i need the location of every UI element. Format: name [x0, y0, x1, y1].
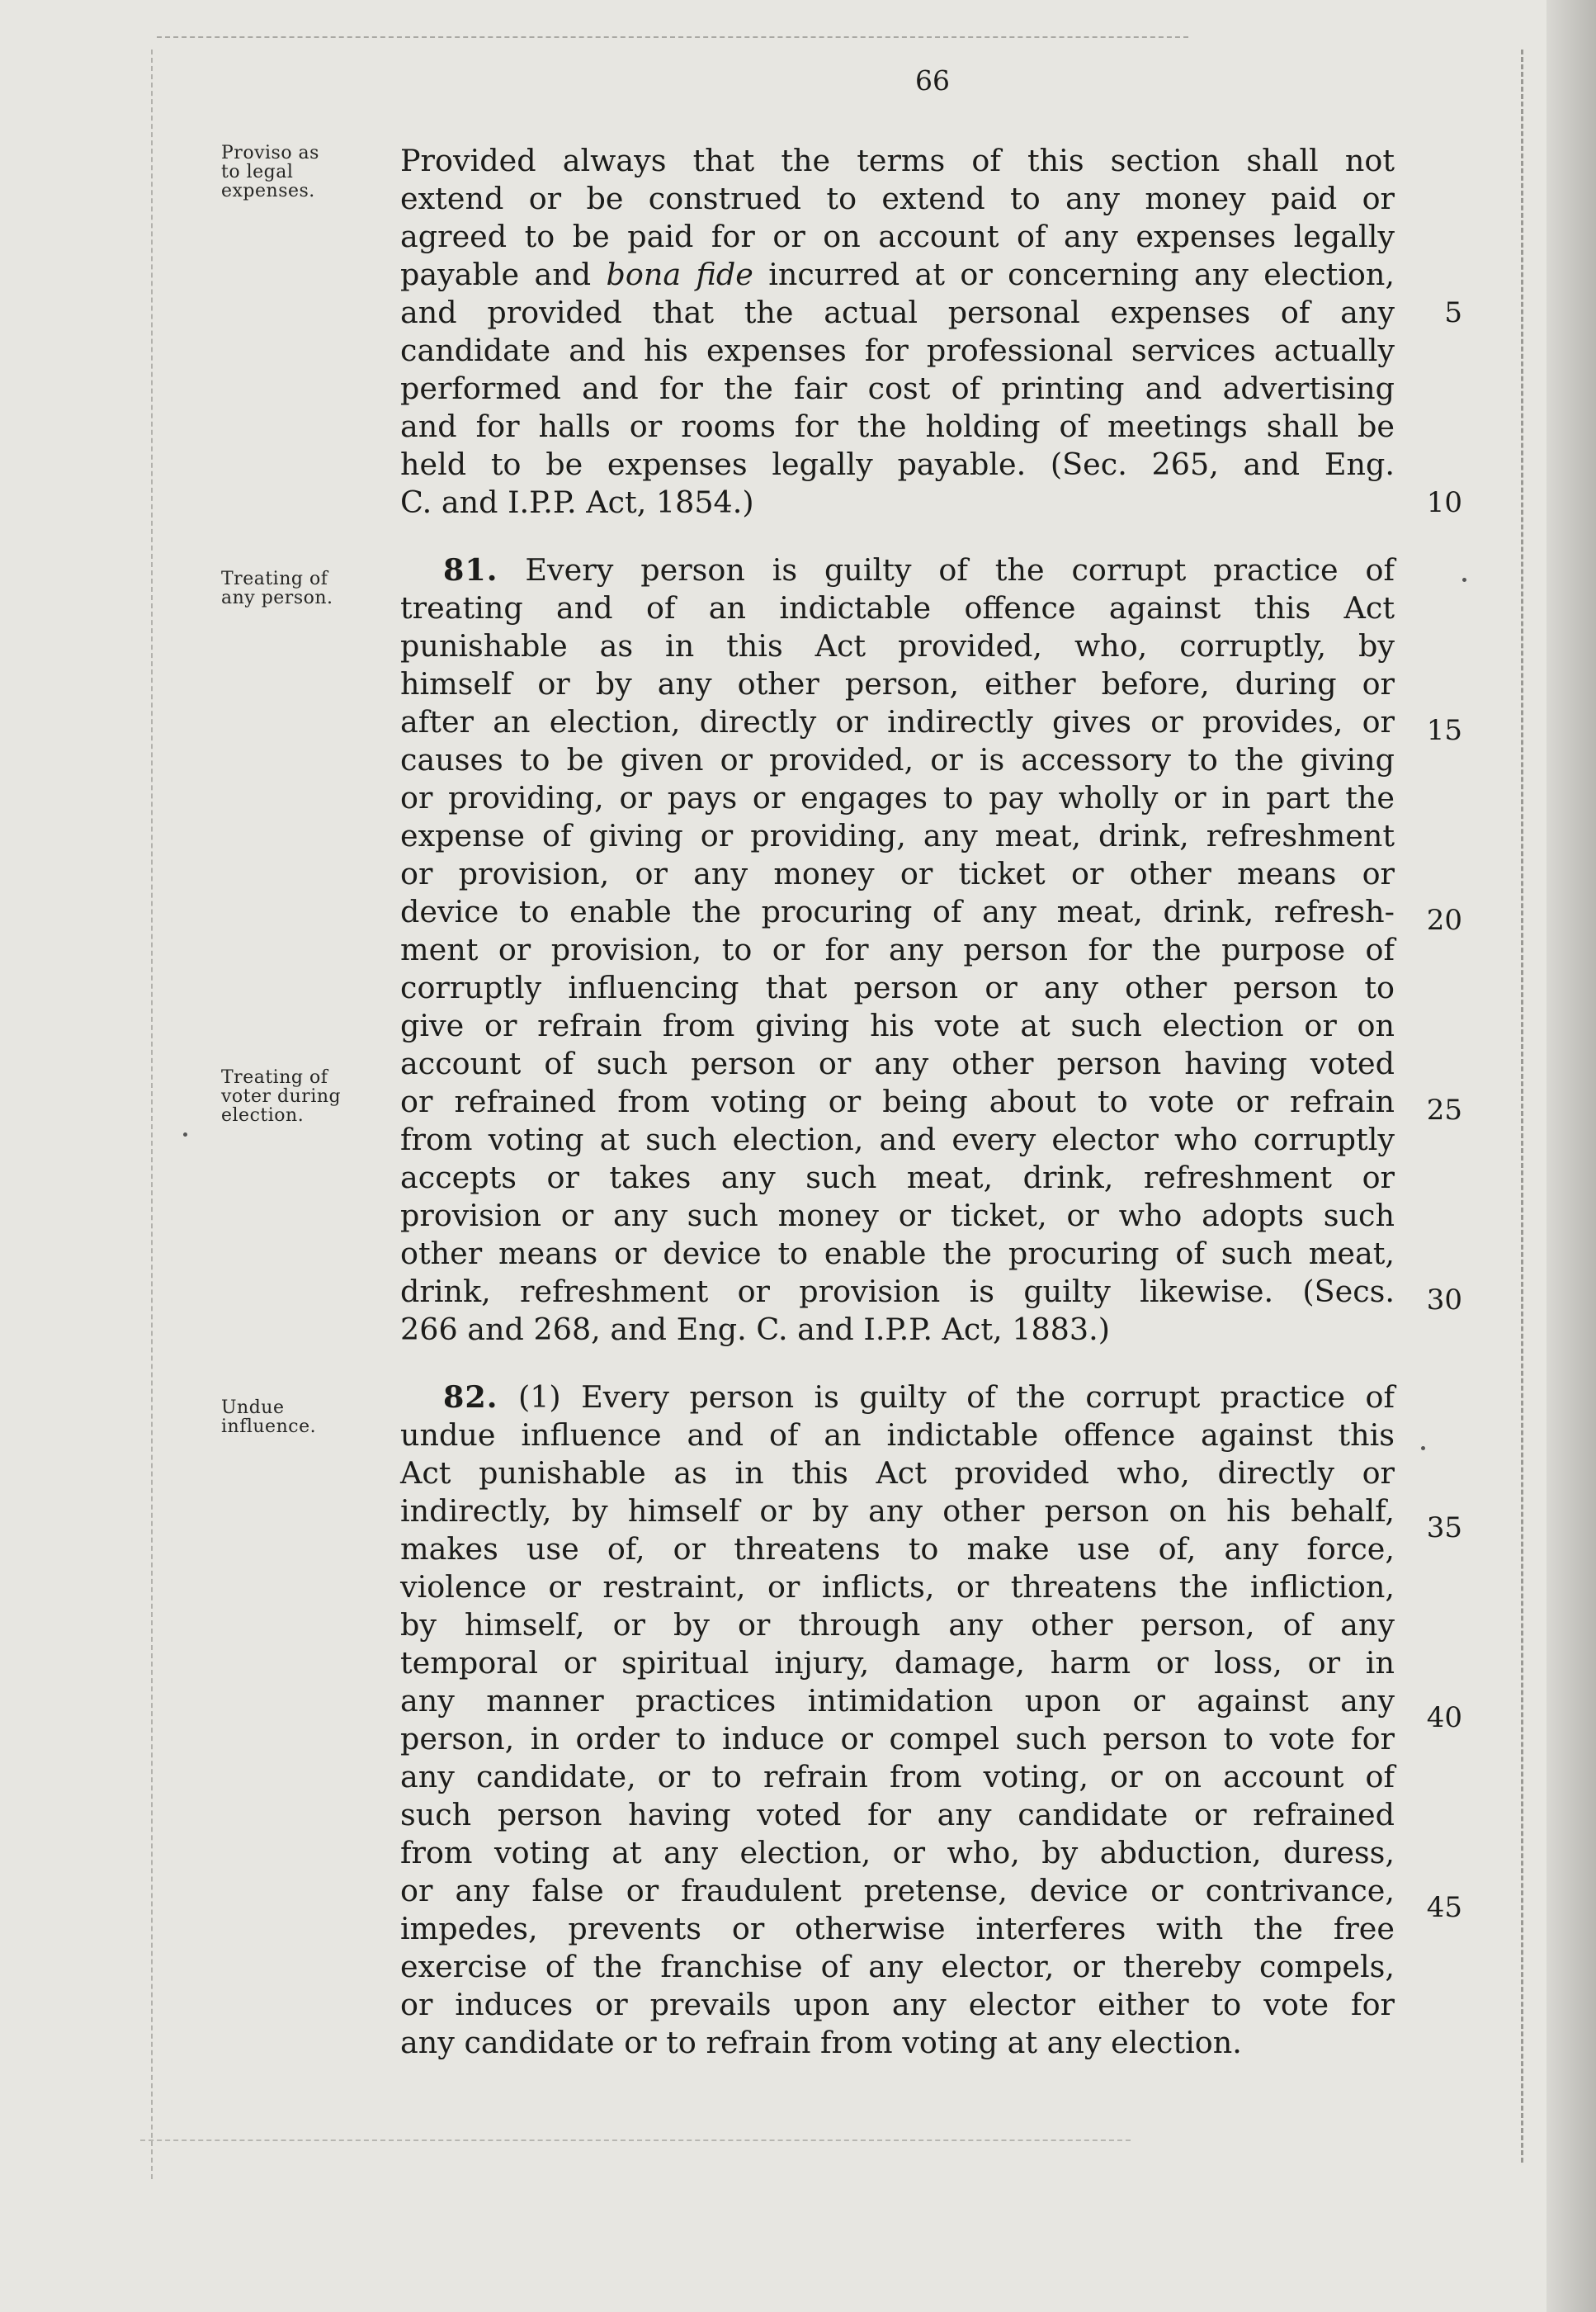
- line-number: 20: [1426, 904, 1462, 937]
- text-line: himself or by any other person, either before, during or: [400, 666, 1395, 702]
- text-line: expense of giving or providing, any meat, drink, refreshment: [400, 818, 1395, 853]
- text-line: drink, refreshment or provision is guilty likewise. (Secs.: [400, 1274, 1395, 1309]
- margin-note-line: to legal: [221, 162, 294, 182]
- text-line: corruptly influencing that person or any other person to: [400, 970, 1395, 1005]
- text-line: makes use of, or threatens to make use of, any force,: [400, 1531, 1395, 1567]
- text-line: causes to be given or provided, or is accessory to the giving: [400, 742, 1395, 778]
- text-line: provision or any such money or ticket, or who adopts such: [400, 1198, 1395, 1233]
- text-line: agreed to be paid for or on account of any expenses legally: [400, 219, 1395, 254]
- page-edge-top: [157, 36, 1188, 38]
- text-line: or provision, or any money or ticket or other means or: [400, 856, 1395, 891]
- text-line: [400, 551, 1395, 589]
- text-line: 266 and 268, and Eng. C. and I.P.P. Act, 1883.): [400, 1312, 1110, 1347]
- text-line: performed and for the fair cost of printing and advertising: [400, 371, 1395, 406]
- margin-note-line: Treating of: [221, 1067, 328, 1088]
- text-line: or any false or fraudulent pretense, device or contrivance,: [400, 1873, 1395, 1908]
- text-line: person, in order to induce or compel such person to vote for: [400, 1721, 1395, 1756]
- margin-note-treating-any-person: [221, 570, 386, 608]
- text-line: any candidate, or to refrain from voting, or on account of: [400, 1759, 1395, 1794]
- text-line: or providing, or pays or engages to pay wholly or in part the: [400, 780, 1395, 816]
- text-line: undue influence and of an indictable offence against this: [400, 1417, 1395, 1453]
- text-line: held to be expenses legally payable. (Sec. 265, and Eng.: [400, 447, 1395, 482]
- print-speck: [1421, 1446, 1425, 1450]
- text-line: punishable as in this Act provided, who, corruptly, by: [400, 628, 1395, 664]
- italic-term: bona fide: [606, 257, 753, 292]
- margin-note-line: election.: [221, 1105, 305, 1126]
- margin-note-line: any person.: [221, 588, 333, 608]
- margin-note-line: expenses.: [221, 181, 315, 201]
- margin-note-proviso: [221, 144, 386, 201]
- section-number: 81.: [443, 552, 498, 588]
- text-line: and provided that the actual personal expenses of any: [400, 295, 1395, 330]
- text-line: C. and I.P.P. Act, 1854.): [400, 485, 754, 520]
- text-line: extend or be construed to extend to any money paid or: [400, 181, 1395, 216]
- margin-note-line: voter during: [221, 1086, 342, 1107]
- line-number: 25: [1426, 1094, 1462, 1127]
- page-edge-right: [1521, 50, 1523, 2163]
- text-line: give or refrain from giving his vote at such election or on: [400, 1008, 1395, 1043]
- text-run: incurred at or concerning any election,: [753, 257, 1395, 292]
- text-line: candidate and his expenses for professional services actually: [400, 333, 1395, 368]
- page-edge-left: [151, 50, 153, 2179]
- print-speck: [183, 1132, 187, 1137]
- line-number: 30: [1426, 1284, 1462, 1317]
- margin-note-line: Proviso as: [221, 143, 319, 163]
- text-line: temporal or spiritual injury, damage, harm or loss, or in: [400, 1645, 1395, 1681]
- text-line: such person having voted for any candidate or refrained: [400, 1797, 1395, 1832]
- line-number: 5: [1444, 296, 1462, 329]
- section-number: 82.: [443, 1379, 498, 1415]
- text-line: violence or restraint, or inflicts, or threatens the infliction,: [400, 1569, 1395, 1605]
- line-number: 15: [1426, 714, 1462, 747]
- line-number: 40: [1426, 1701, 1462, 1734]
- text-line: any manner practices intimidation upon or against any: [400, 1683, 1395, 1719]
- text-line: device to enable the procuring of any meat, drink, refresh-: [400, 894, 1395, 929]
- page-number: 66: [915, 64, 950, 97]
- text-line: [400, 1378, 1395, 1416]
- page-edge-bottom: [140, 2139, 1131, 2141]
- text-line: and for halls or rooms for the holding of meetings shall be: [400, 409, 1395, 444]
- body-text: [400, 142, 1395, 2062]
- line-number: 10: [1426, 486, 1462, 519]
- text-line: or induces or prevails upon any elector either to vote for: [400, 1987, 1395, 2022]
- margin-note-line: influence.: [221, 1416, 317, 1437]
- text-line: Act punishable as in this Act provided who, directly or: [400, 1455, 1395, 1491]
- text-line: ment or provision, to or for any person for the purpose of: [400, 932, 1395, 967]
- text-line: impedes, prevents or otherwise interferes with the free: [400, 1911, 1395, 1946]
- margin-note-line: Undue: [221, 1397, 285, 1418]
- text-line: by himself, or by or through any other person, of any: [400, 1607, 1395, 1643]
- text-line: accepts or takes any such meat, drink, refreshment or: [400, 1160, 1395, 1195]
- line-number: 45: [1426, 1891, 1462, 1924]
- text-run: Every person is guilty of the corrupt practice of: [525, 552, 1395, 588]
- text-line: other means or device to enable the procuring of such meat,: [400, 1236, 1395, 1271]
- text-run: payable and: [400, 257, 607, 292]
- margin-note-undue-influence: [221, 1398, 386, 1436]
- margin-note-treating-voter: [221, 1068, 386, 1125]
- print-speck: [1462, 578, 1466, 582]
- text-line: any candidate or to refrain from voting at any election.: [400, 2025, 1242, 2060]
- text-line: treating and of an indictable offence against this Act: [400, 590, 1395, 626]
- text-line: or refrained from voting or being about to vote or refrain: [400, 1084, 1395, 1119]
- book-gutter-shadow: [1546, 0, 1596, 2312]
- text-line: after an election, directly or indirectly gives or provides, or: [400, 704, 1395, 740]
- text-line: [400, 256, 1395, 294]
- text-line: from voting at any election, or who, by abduction, duress,: [400, 1835, 1395, 1870]
- text-run: (1) Every person is guilty of the corrupt practice of: [517, 1379, 1395, 1415]
- margin-note-line: Treating of: [221, 569, 328, 589]
- text-line: exercise of the franchise of any elector, or thereby compels,: [400, 1949, 1395, 1984]
- line-number: 35: [1426, 1511, 1462, 1544]
- text-line: account of such person or any other person having voted: [400, 1046, 1395, 1081]
- text-line: Provided always that the terms of this section shall not: [400, 143, 1395, 178]
- text-line: from voting at such election, and every elector who corruptly: [400, 1122, 1395, 1157]
- text-line: indirectly, by himself or by any other person on his behalf,: [400, 1493, 1395, 1529]
